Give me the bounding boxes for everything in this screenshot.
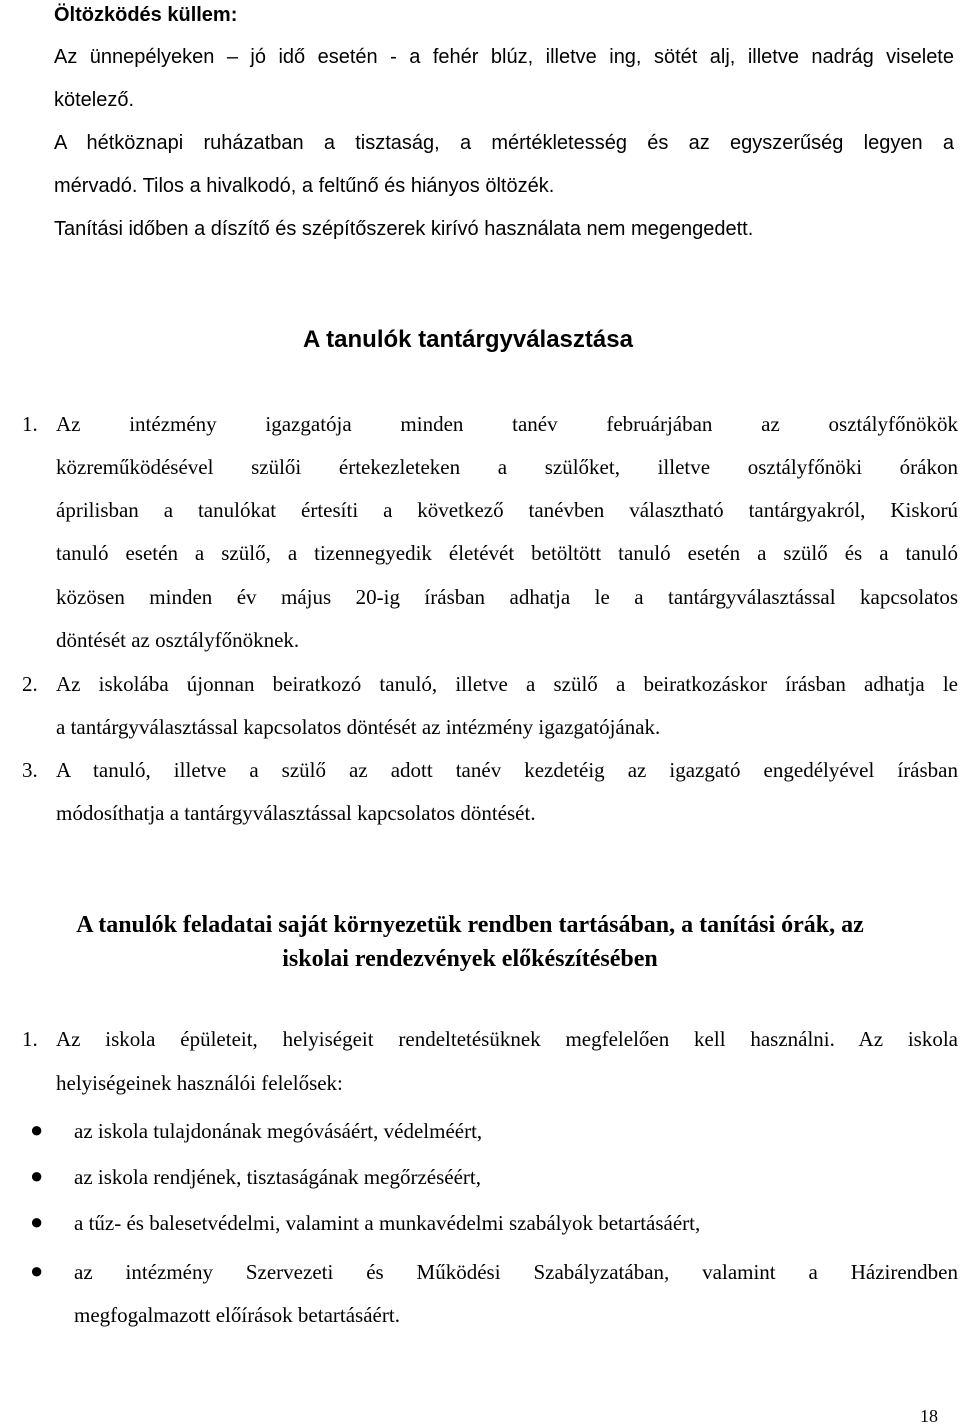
- subject-item-3-number: 3.: [22, 758, 38, 782]
- dress-line-1: Az ünnepélyeken – jó idő esetén - a fehér blúz, illetve ing, sötét alj, illetve nadrág viselete: [54, 46, 954, 68]
- dress-line-2: kötelező.: [54, 89, 135, 111]
- subject-item-1-line-1: Az intézmény igazgatója minden tanév februárjában az osztályfőnökök: [56, 412, 958, 436]
- subject-item-1-number: 1.: [22, 412, 38, 436]
- subject-item-1-line-2: közreműködésével szülői értekezleteken a szülőket, illetve osztályfőnöki órákon: [56, 455, 958, 479]
- dress-line-4: mérvadó. Tilos a hivalkodó, a feltűnő és hiányos öltözék.: [54, 175, 555, 197]
- tasks-bullet-1: az iskola tulajdonának megóvásáért, védelméért,: [74, 1119, 483, 1143]
- subject-item-1-line-3: áprilisban a tanulókat értesíti a következő tanévben választható tantárgyakról, Kiskorú: [56, 498, 958, 522]
- subject-item-1-line-4: tanuló esetén a szülő, a tizennegyedik életévét betöltött tanuló esetén a szülő és a tanuló: [56, 541, 958, 565]
- dress-line-5: Tanítási időben a díszítő és szépítőszerek kirívó használata nem megengedett.: [54, 218, 754, 240]
- dress-section-title: Öltözködés küllem:: [54, 4, 238, 26]
- dress-line-3: A hétköznapi ruházatban a tisztaság, a mértékletesség és az egyszerűség legyen a: [54, 132, 954, 154]
- subject-item-2-line-2: a tantárgyválasztással kapcsolatos döntését az intézmény igazgatójának.: [56, 715, 661, 739]
- bullet-dot: ●: [30, 1209, 44, 1234]
- tasks-bullet-4-continued: megfogalmazott előírások betartásáért.: [74, 1303, 400, 1327]
- page-number: 18: [920, 1406, 938, 1426]
- bullet-dot: ●: [30, 1117, 44, 1142]
- bullet-dot: ●: [30, 1258, 44, 1283]
- tasks-intro-line-2: helyiségeinek használói felelősek:: [56, 1071, 343, 1095]
- tasks-title-line-2: iskolai rendezvények előkészítésében: [282, 946, 658, 972]
- tasks-intro-line-1: Az iskola épületeit, helyiségeit rendeltetésüknek megfelelően kell használni. Az iskola: [56, 1027, 958, 1051]
- subject-item-3-line-2: módosíthatja a tantárgyválasztással kapcsolatos döntését.: [56, 801, 536, 825]
- subject-item-1-line-5: közösen minden év május 20-ig írásban adhatja le a tantárgyválasztással kapcsolatos: [56, 585, 958, 609]
- bullet-dot: ●: [30, 1163, 44, 1188]
- tasks-bullet-3: a tűz- és balesetvédelmi, valamint a munkavédelmi szabályok betartásáért,: [74, 1211, 701, 1235]
- subject-item-2-line-1: Az iskolába újonnan beiratkozó tanuló, illetve a szülő a beiratkozáskor írásban adhatja le: [56, 672, 958, 696]
- subject-item-3-line-1: A tanuló, illetve a szülő az adott tanév kezdetéig az igazgató engedélyével írásban: [56, 758, 958, 782]
- tasks-bullet-2: az iskola rendjének, tisztaságának megőrzéséért,: [74, 1165, 481, 1189]
- tasks-item-number: 1.: [22, 1027, 38, 1051]
- subject-item-1-line-6: döntését az osztályfőnöknek.: [56, 628, 300, 652]
- tasks-bullet-4: az intézmény Szervezeti és Működési Szabályzatában, valamint a Házirendben: [74, 1260, 958, 1284]
- subject-item-2-number: 2.: [22, 672, 38, 696]
- subject-choice-title: A tanulók tantárgyválasztása: [303, 326, 633, 353]
- tasks-title-line-1: A tanulók feladatai saját környezetük rendben tartásában, a tanítási órák, az: [76, 912, 864, 938]
